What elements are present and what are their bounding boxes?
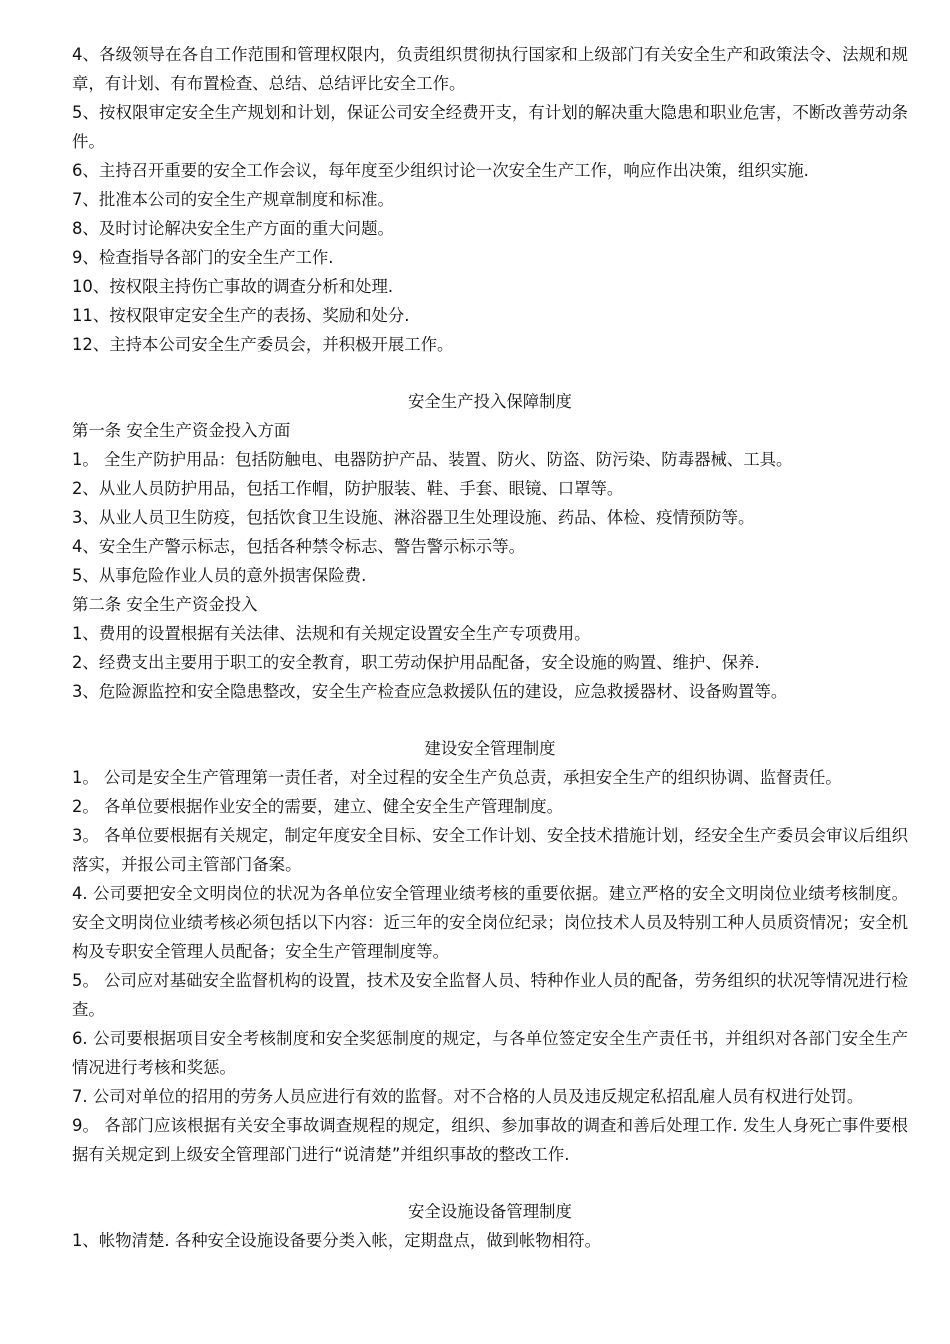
leader-duties-list <box>72 40 908 359</box>
list-item: 5、从事危险作业人员的意外损害保险费. <box>72 566 367 585</box>
article-heading: 第二条 安全生产资金投入 <box>72 595 258 614</box>
section-heading-investment: 安全生产投入保障制度 <box>408 392 572 411</box>
list-item: 11、按权限审定安全生产的表扬、奖励和处分. <box>72 306 410 325</box>
list-item: 9。 各部门应该根据有关安全事故调查规程的规定，组织、参加事故的调查和善后处理工作. 发生人身死亡事件要根据有关规定到上级安全管理部门进行“说清楚”并组织事故的整改工作. <box>72 1116 908 1164</box>
investment-funding-list <box>72 619 908 706</box>
document-page <box>72 40 908 1255</box>
list-item: 6、主持召开重要的安全工作会议，每年度至少组织讨论一次安全生产工作，响应作出决策，组织实施. <box>72 161 809 180</box>
list-item: 12、主持本公司安全生产委员会，并积极开展工作。 <box>72 335 454 354</box>
list-item: 3、危险源监控和安全隐患整改，安全生产检查应急救援队伍的建设，应急救援器材、设备购置等。 <box>72 682 788 701</box>
list-item: 1、费用的设置根据有关法律、法规和有关规定设置安全生产专项费用。 <box>72 624 591 643</box>
list-item: 10、按权限主持伤亡事故的调查分析和处理. <box>72 277 394 296</box>
list-item: 4、安全生产警示标志，包括各种禁令标志、警告警示标示等。 <box>72 537 525 556</box>
list-item: 2、经费支出主要用于职工的安全教育，职工劳动保护用品配备，安全设施的购置、维护、保养. <box>72 653 760 672</box>
list-item: 1。 全生产防护用品：包括防触电、电器防护产品、装置、防火、防盗、防污染、防毒器械、工具。 <box>72 450 793 469</box>
list-item: 5、按权限审定安全生产规划和计划，保证公司安全经费开支，有计划的解决重大隐患和职业危害，不断改善劳动条件。 <box>72 103 908 151</box>
investment-items-list <box>72 445 908 590</box>
article-heading: 第一条 安全生产资金投入方面 <box>72 421 291 440</box>
list-item: 8、及时讨论解决安全生产方面的重大问题。 <box>72 219 394 238</box>
list-item: 3、从业人员卫生防疫，包括饮食卫生设施、淋浴器卫生处理设施、药品、体检、疫情预防等。 <box>72 508 755 527</box>
section-heading-equipment: 安全设施设备管理制度 <box>408 1202 572 1221</box>
list-item: 3。 各单位要根据有关规定，制定年度安全目标、安全工作计划、安全技术措施计划，经安全生产委员会审议后组织落实，并报公司主管部门备案。 <box>72 826 908 874</box>
list-item: 4、各级领导在各自工作范围和管理权限内，负责组织贯彻执行国家和上级部门有关安全生产和政策法令、法规和规章，有计划、有布置检查、总结、总结评比安全工作。 <box>72 45 908 93</box>
equipment-list <box>72 1226 908 1255</box>
list-item: 2、从业人员防护用品，包括工作帽，防护服装、鞋、手套、眼镜、口罩等。 <box>72 479 624 498</box>
list-item: 1、帐物清楚. 各种安全设施设备要分类入帐，定期盘点，做到帐物相符。 <box>72 1231 601 1250</box>
list-item: 5。 公司应对基础安全监督机构的设置，技术及安全监督人员、特种作业人员的配备，劳务组织的状况等情况进行检查。 <box>72 971 908 1019</box>
list-item: 1。 公司是安全生产管理第一责任者，对全过程的安全生产负总责，承担安全生产的组织协调、监督责任。 <box>72 768 842 787</box>
list-item: 7. 公司对单位的招用的劳务人员应进行有效的监督。对不合格的人员及违反规定私招乱雇人员有权进行处罚。 <box>72 1087 864 1106</box>
construction-safety-list <box>72 763 908 1169</box>
list-item: 9、检查指导各部门的安全生产工作. <box>72 248 334 267</box>
list-item: 4. 公司要把安全文明岗位的状况为各单位安全管理业绩考核的重要依据。建立严格的安全文明岗位业绩考核制度。安全文明岗位业绩考核必须包括以下内容：近三年的安全岗位纪录；岗位技术人员及特别工种人员质资情况；安全机构及专职安全管理人员配备；安全生产管理制度等。 <box>72 884 908 961</box>
list-item: 2。 各单位要根据作业安全的需要，建立、健全安全生产管理制度。 <box>72 797 563 816</box>
list-item: 6. 公司要根据项目安全考核制度和安全奖惩制度的规定，与各单位签定安全生产责任书，并组织对各部门安全生产情况进行考核和奖惩。 <box>72 1029 908 1077</box>
list-item: 7、批准本公司的安全生产规章制度和标准。 <box>72 190 394 209</box>
section-heading-construction-safety: 建设安全管理制度 <box>424 739 556 758</box>
